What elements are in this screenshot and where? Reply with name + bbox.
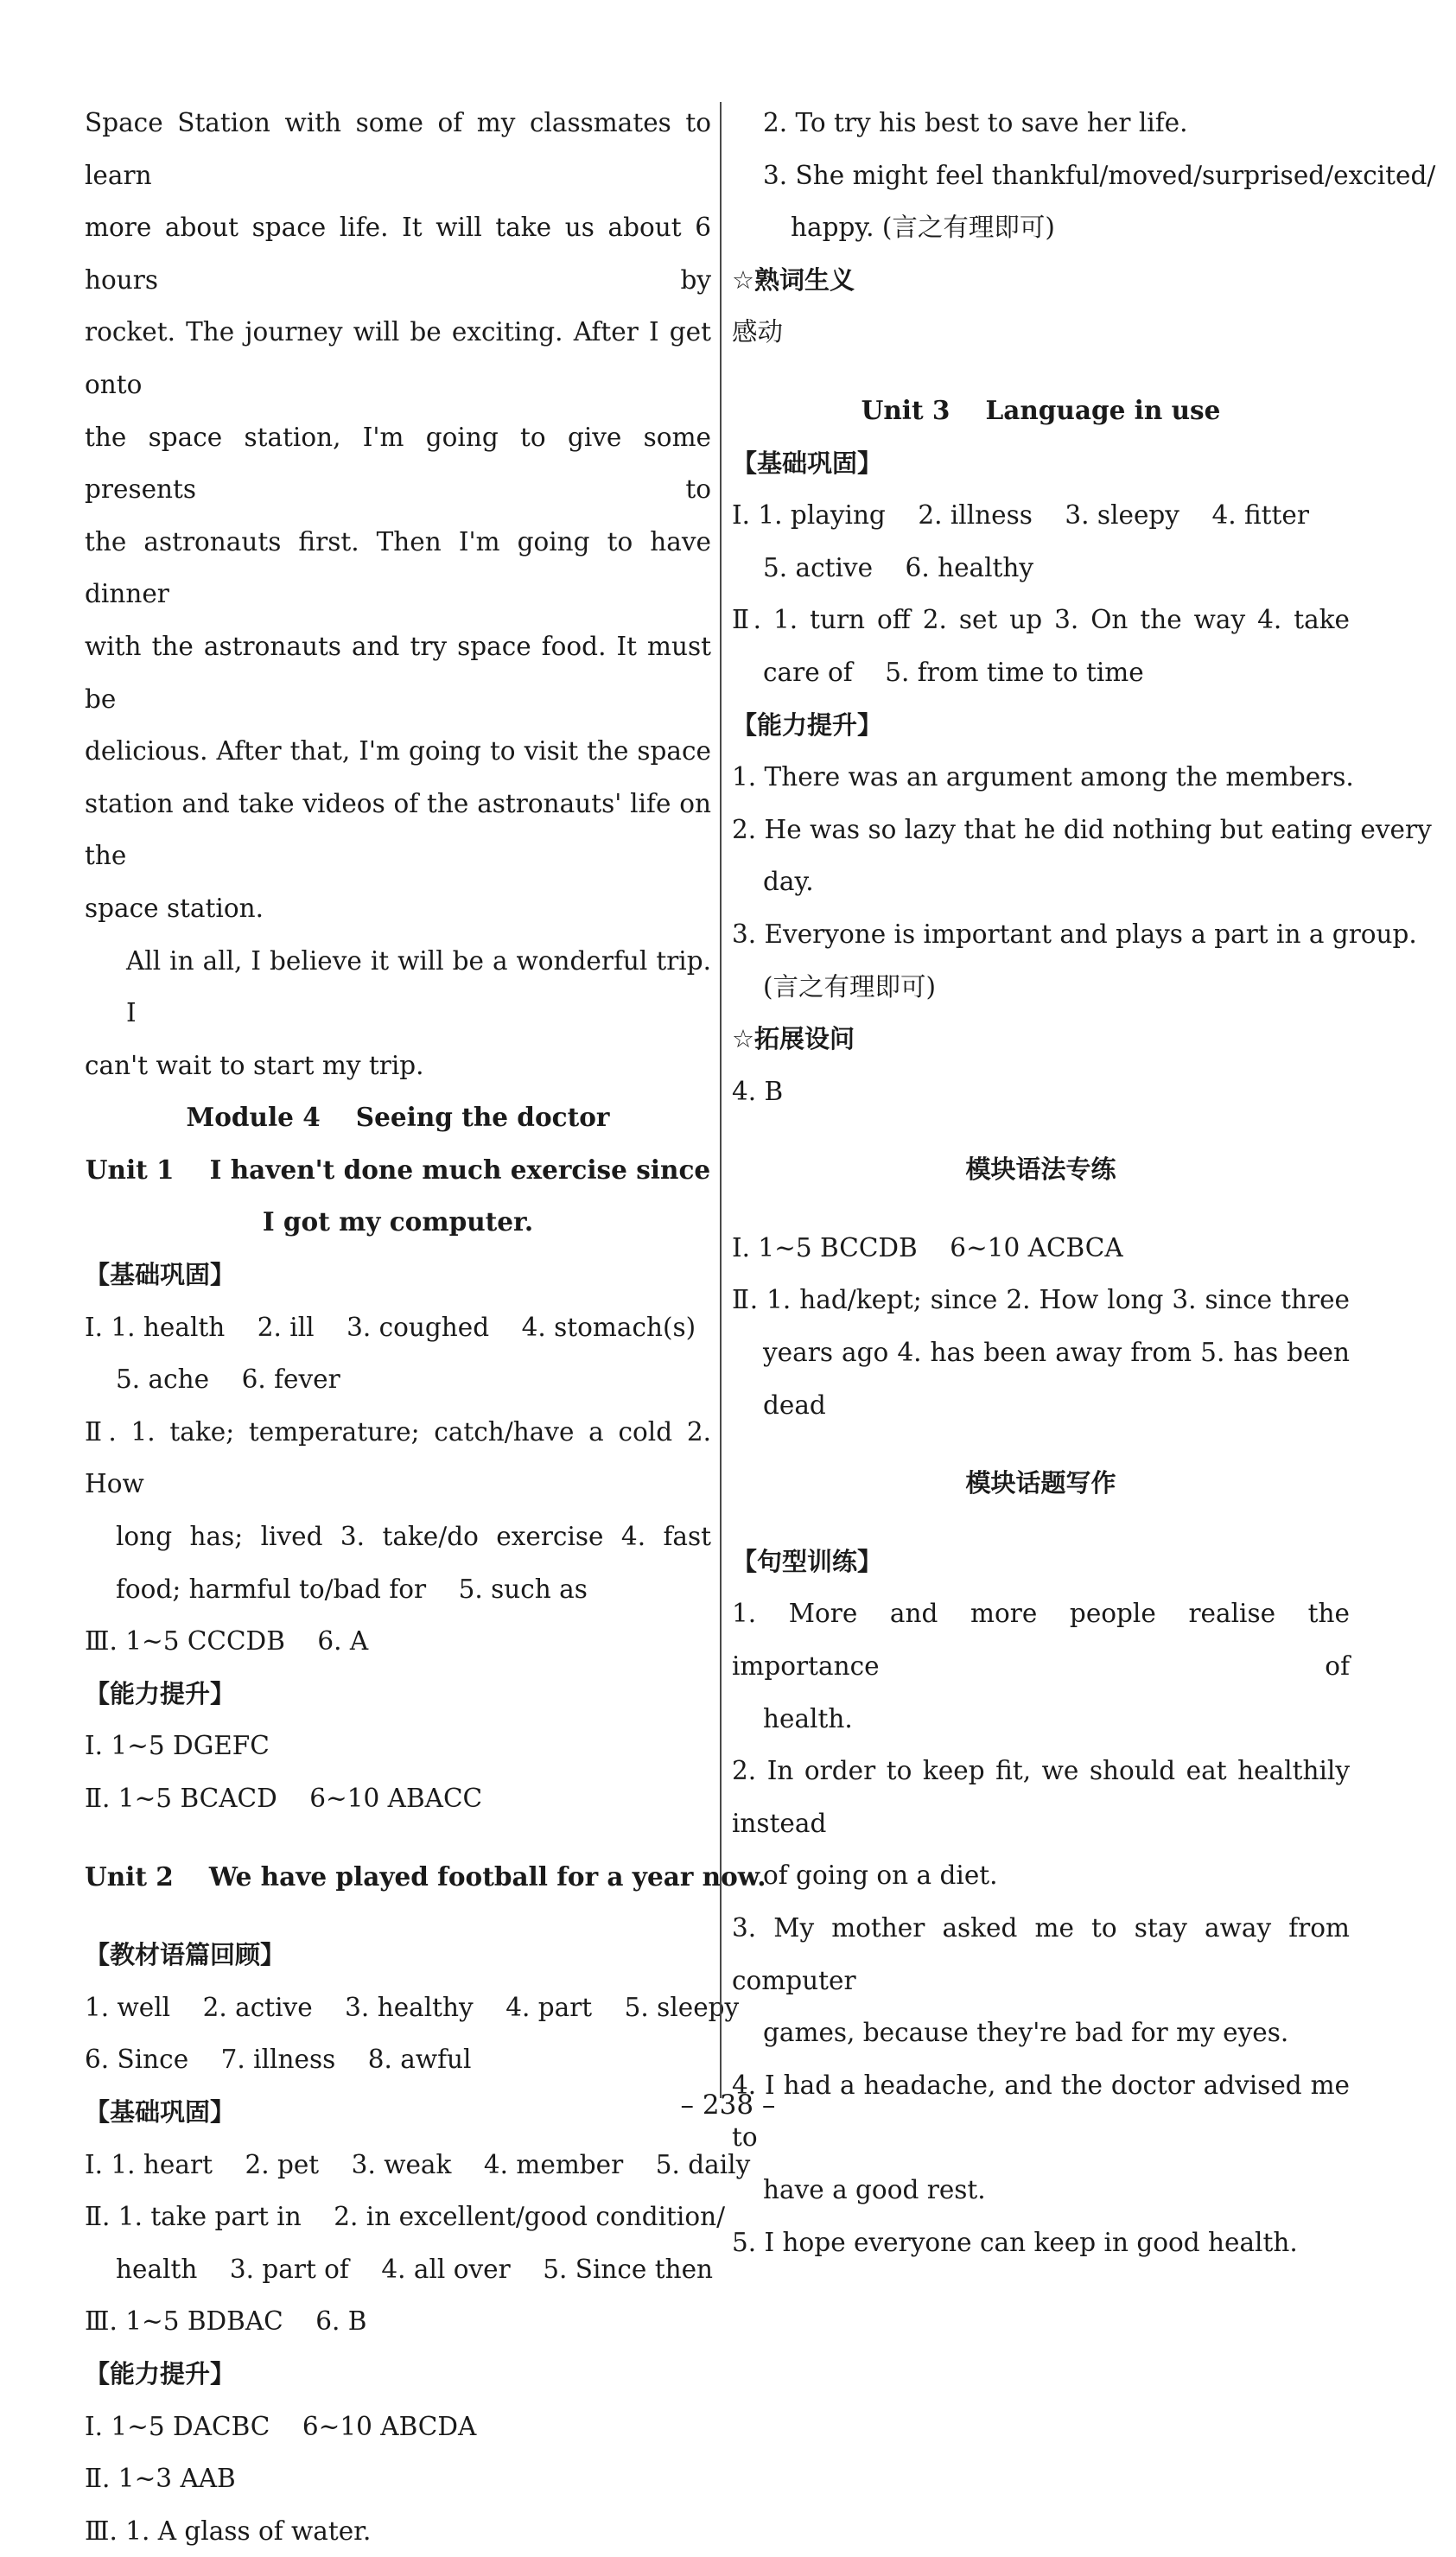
answer-line: Ⅰ. 1~5 DACBC 6~10 ABCDA bbox=[85, 2411, 477, 2441]
answer-line: care of 5. from time to time bbox=[763, 657, 1144, 687]
answer-line: 3. She might feel thankful/moved/surprised/excited/ bbox=[763, 160, 1436, 190]
section-heading: ☆熟词生义 bbox=[732, 264, 855, 295]
unit3-title: Unit 3 Language in use bbox=[861, 394, 1221, 425]
answer-line: games, because they're bad for my eyes. bbox=[763, 2018, 1289, 2048]
answer-line: Ⅲ. 1~5 BDBAC 6. B bbox=[85, 2306, 367, 2337]
answer-line: (言之有理即可) bbox=[763, 971, 937, 1002]
essay-line: can't wait to start my trip. bbox=[85, 1050, 424, 1080]
answer-line: happy. (言之有理即可) bbox=[791, 213, 1055, 243]
answer-line: 5. I hope everyone can keep in good health. bbox=[732, 2227, 1298, 2257]
section-heading: 【能力提升】 bbox=[732, 709, 883, 740]
answer-line: 5. ache 6. fever bbox=[116, 1364, 340, 1395]
answer-line: 3. Everyone is important and plays a part in a group. bbox=[732, 919, 1417, 949]
answer-line: Ⅱ. 1~3 AAB bbox=[85, 2464, 236, 2494]
answer-line: food; harmful to/bad for 5. such as bbox=[116, 1574, 588, 1604]
section-heading: 【基础巩固】 bbox=[85, 2096, 236, 2127]
section-heading: 【教材语篇回顾】 bbox=[85, 1940, 286, 1970]
section-heading: ☆拓展设问 bbox=[732, 1024, 855, 1054]
answer-line: health 3. part of 4. all over 5. Since then bbox=[116, 2254, 714, 2284]
answer-line: 3. My mother asked me to stay away from computer bbox=[732, 1913, 1350, 1995]
answer-line: Ⅲ. 1. A glass of water. bbox=[85, 2516, 372, 2546]
answer-line: 1. There was an argument among the members. bbox=[732, 762, 1354, 792]
answer-line: Ⅰ. 1~5 BCCDB 6~10 ACBCA bbox=[732, 1232, 1123, 1263]
section-heading: 【基础巩固】 bbox=[732, 448, 883, 478]
module-title: Module 4 Seeing the doctor bbox=[186, 1102, 610, 1133]
answer-line: 6. Since 7. illness 8. awful bbox=[85, 2045, 472, 2075]
answer-line: Ⅱ. 1. turn off 2. set up 3. On the way 4. take bbox=[732, 605, 1350, 635]
essay-line: All in all, I believe it will be a wonderful trip. I bbox=[126, 945, 711, 1028]
section-heading: 【基础巩固】 bbox=[85, 1260, 236, 1290]
answer-line: 感动 bbox=[732, 317, 784, 347]
answer-line: long has; lived 3. take/do exercise 4. fast bbox=[116, 1522, 711, 1552]
answer-line: have a good rest. bbox=[763, 2174, 986, 2204]
answer-line: Ⅰ. 1. health 2. ill 3. coughed 4. stomach(s) bbox=[85, 1312, 696, 1342]
writing-title: 模块话题写作 bbox=[965, 1468, 1116, 1498]
answer-line: 5. active 6. healthy bbox=[763, 552, 1034, 582]
section-heading: 【句型训练】 bbox=[732, 1546, 883, 1576]
page-number: – 238 – bbox=[680, 2089, 776, 2121]
section-heading: 【能力提升】 bbox=[85, 1678, 236, 1708]
essay-line: the astronauts first. Then I'm going to have dinner bbox=[85, 526, 711, 609]
section-heading: 【能力提升】 bbox=[85, 2358, 236, 2388]
answer-line: Ⅰ. 1. heart 2. pet 3. weak 4. member 5. daily bbox=[85, 2149, 751, 2179]
answer-line: Ⅱ. 1. take; temperature; catch/have a cold 2. How bbox=[85, 1416, 711, 1499]
unit1-title: Unit 1 I haven't done much exercise since bbox=[85, 1154, 711, 1185]
unit1-title: I got my computer. bbox=[262, 1206, 534, 1237]
answer-line: Ⅱ. 1. take part in 2. in excellent/good condition/ bbox=[85, 2202, 726, 2232]
right-column bbox=[732, 97, 1436, 2268]
answer-line: dead bbox=[763, 1390, 826, 1420]
answer-line: Ⅰ. 1~5 DGEFC bbox=[85, 1731, 270, 1761]
answer-line: years ago 4. has been away from 5. has been bbox=[763, 1338, 1350, 1368]
answer-line: Ⅱ. 1~5 BCACD 6~10 ABACC bbox=[85, 1784, 483, 1813]
essay-line: with the astronauts and try space food. It must be bbox=[85, 631, 711, 714]
essay-line: Space Station with some of my classmates to learn bbox=[85, 108, 711, 190]
answer-line: Ⅲ. 1~5 CCCDB 6. A bbox=[85, 1626, 369, 1657]
essay-line: delicious. After that, I'm going to visit the space bbox=[85, 736, 711, 766]
answer-line: 2. In order to keep fit, we should eat healthily instead bbox=[732, 1756, 1350, 1838]
answer-line: 2. He was so lazy that he did nothing but eating every bbox=[732, 814, 1432, 844]
unit2-title: Unit 2 We have played football for a year now. bbox=[85, 1861, 766, 1892]
answer-line: health. bbox=[763, 1703, 853, 1733]
answer-line: 4. I had a headache, and the doctor advised me to bbox=[732, 2070, 1350, 2153]
answer-line: of going on a diet. bbox=[763, 1861, 998, 1891]
grammar-title: 模块语法专练 bbox=[965, 1154, 1116, 1185]
essay-line: space station. bbox=[85, 893, 264, 923]
answer-line: 4. B bbox=[732, 1076, 784, 1106]
answer-line: day. bbox=[763, 867, 814, 897]
essay-line: rocket. The journey will be exciting. After I get onto bbox=[85, 317, 711, 399]
essay-line: more about space life. It will take us about 6 hours by bbox=[85, 213, 711, 295]
answer-line: Ⅰ. 1. playing 2. illness 3. sleepy 4. fitter bbox=[732, 500, 1309, 531]
answer-line: Ⅱ. 1. had/kept; since 2. How long 3. since three bbox=[732, 1285, 1350, 1315]
answer-line: 1. well 2. active 3. healthy 4. part 5. sleepy bbox=[85, 1992, 740, 2022]
essay-line: the space station, I'm going to give some presents to bbox=[85, 422, 711, 505]
answer-line: 1. More and more people realise the importance of bbox=[732, 1599, 1350, 1682]
essay-line: station and take videos of the astronauts' life on the bbox=[85, 788, 711, 871]
answer-line: 2. To try his best to save her life. bbox=[763, 108, 1188, 137]
column-divider bbox=[720, 102, 722, 2098]
